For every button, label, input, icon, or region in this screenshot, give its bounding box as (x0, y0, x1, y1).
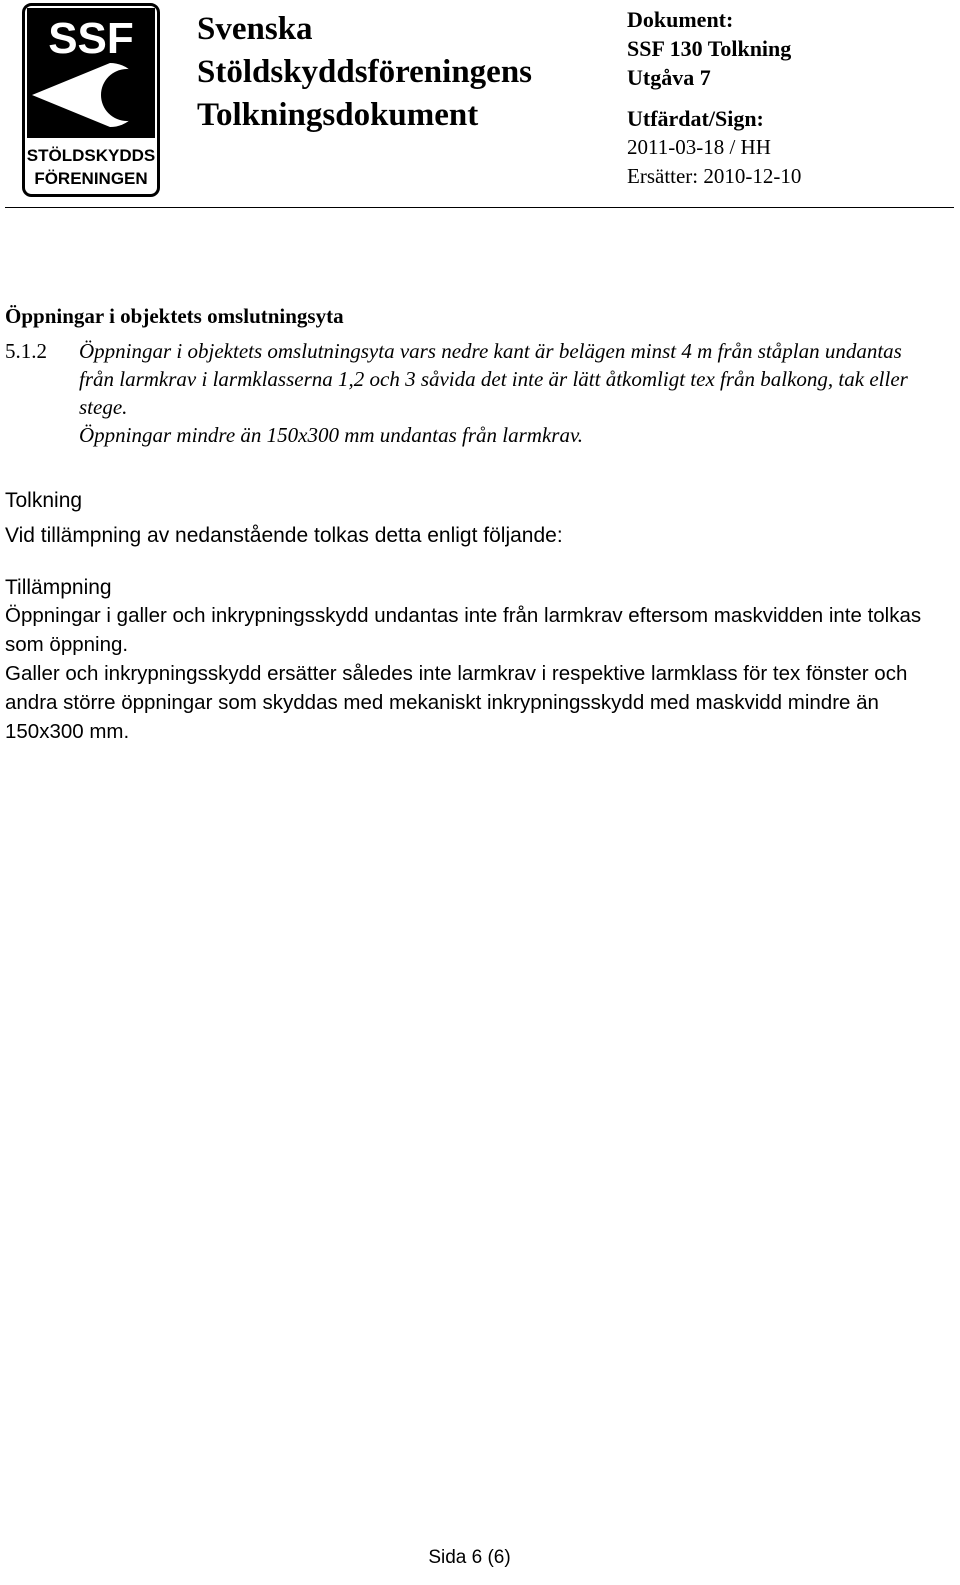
issued-value: 2011-03-18 / HH (627, 135, 771, 159)
tillampning-body (5, 601, 935, 746)
ssf-logo (22, 3, 160, 197)
tillampning-paragraph: Galler och inkrypningsskydd ersätter således inte larmkrav i respektive larmklass för tex fönster och andra större öppningar som skyddas med mekaniskt inkrypningsskydd med maskvidd mindre än 150x300 mm. (5, 662, 908, 743)
logo-ssf-text: SSF (48, 14, 134, 63)
tillampning-paragraph: Öppningar i galler och inkrypningsskydd undantas inte från larmkrav eftersom maskvidden inte tolkas som öppning. (5, 604, 922, 656)
org-title-line1: Svenska (197, 11, 313, 47)
document-name: SSF 130 Tolkning (627, 36, 792, 61)
org-title-line3: Tolkningsdokument (197, 97, 479, 133)
header-divider (5, 207, 954, 208)
document-meta (627, 5, 801, 191)
rule-paragraph: Öppningar i objektets omslutningsyta vars nedre kant är belägen minst 4 m från ståplan undantas från larmkrav i larmklasserna 1,2 och 3 såvida det inte är lätt åtkomligt tex från balkong, tak eller stege. (79, 339, 908, 419)
org-title (197, 8, 532, 137)
rule-number: 5.1.2 (5, 339, 47, 363)
tillampning-label: Tillämpning (5, 576, 112, 599)
rule-text (79, 337, 935, 449)
rule-block (5, 337, 935, 449)
logo-line1: STÖLDSKYDDS (26, 146, 156, 165)
tolkning-label: Tolkning (5, 489, 83, 512)
document-label: Dokument: (627, 7, 734, 32)
tolkning-text: Vid tillämpning av nedanstående tolkas detta enligt följande: (5, 524, 563, 547)
edition: Utgåva 7 (627, 65, 711, 90)
replaces: Ersätter: 2010-12-10 (627, 164, 802, 188)
section-heading: Öppningar i objektets omslutningsyta (5, 304, 344, 328)
logo-line2: FÖRENINGEN (34, 169, 148, 188)
rule-paragraph: Öppningar mindre än 150x300 mm undantas från larmkrav. (79, 423, 583, 447)
issued-label: Utfärdat/Sign: (627, 106, 764, 131)
page-number: Sida 6 (6) (428, 1547, 511, 1568)
org-title-line2: Stöldskyddsföreningens (197, 54, 533, 90)
